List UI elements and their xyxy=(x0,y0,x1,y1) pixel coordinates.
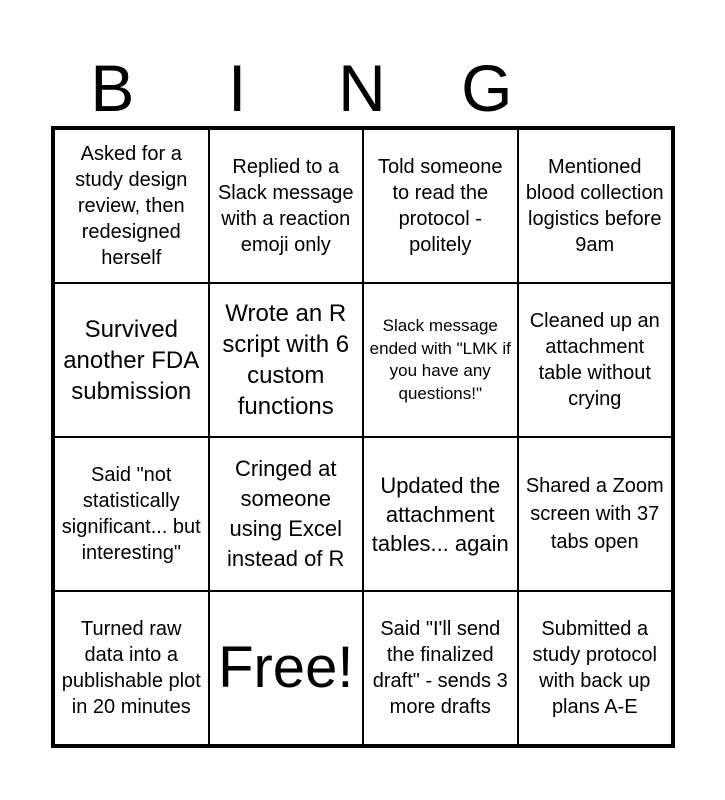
bingo-cell-r2-c4[interactable] xyxy=(518,283,673,437)
header-letter-i: I xyxy=(228,51,247,125)
bingo-cell-text: Survived another FDA submission xyxy=(63,315,200,405)
bingo-cell-text: Asked for a study design review, then redesigned herself xyxy=(75,143,188,269)
bingo-cell-r2-c1[interactable] xyxy=(54,283,209,437)
bingo-cell-r4-c3[interactable] xyxy=(363,591,518,745)
bingo-cell-r1-c1[interactable] xyxy=(54,129,209,283)
bingo-cell-r3-c4[interactable] xyxy=(518,437,673,591)
bingo-cell-r2-c3[interactable] xyxy=(363,283,518,437)
bingo-header xyxy=(50,52,674,124)
bingo-cell-text: Cringed at someone using Excel instead of R xyxy=(227,456,345,571)
bingo-cell-r4-c1[interactable] xyxy=(54,591,209,745)
header-letter-g: G xyxy=(461,51,513,125)
bingo-cell-text: Submitted a study protocol with back up plans A-E xyxy=(532,618,657,718)
bingo-cell-text: Updated the attachment tables... again xyxy=(371,472,509,556)
bingo-cell-text: Cleaned up an attachment table without crying xyxy=(529,310,660,410)
bingo-cell-r1-c2[interactable] xyxy=(209,129,364,283)
bingo-cell-text: Replied to a Slack message with a reaction emoji only xyxy=(217,156,354,256)
bingo-cell-r2-c2[interactable] xyxy=(209,283,364,437)
header-letter-n: N xyxy=(338,51,386,125)
bingo-cell-text: Wrote an R script with 6 custom functions xyxy=(222,300,350,420)
bingo-cell-text: Said "I'll send the finalized draft" - sends 3 more drafts xyxy=(372,618,508,718)
bingo-cell-text: Shared a Zoom screen with 37 tabs open xyxy=(525,475,664,553)
bingo-cell-free-space[interactable] xyxy=(209,591,364,745)
bingo-cell-r3-c3[interactable] xyxy=(363,437,518,591)
bingo-cell-text: Slack message ended with "LMK if you have any questions!" xyxy=(369,316,511,403)
bingo-cell-r4-c4[interactable] xyxy=(518,591,673,745)
header-letter-b: B xyxy=(90,51,135,125)
bingo-cell-text: Said "not statistically significant... but interesting" xyxy=(61,464,201,564)
bingo-cell-r1-c3[interactable] xyxy=(363,129,518,283)
bingo-cell-text: Mentioned blood collection logistics before 9am xyxy=(525,156,664,256)
bingo-board xyxy=(51,126,675,748)
bingo-cell-text: Told someone to read the protocol - politely xyxy=(377,156,503,256)
bingo-cell-text: Turned raw data into a publishable plot in 20 minutes xyxy=(61,618,201,718)
bingo-cell-r1-c4[interactable] xyxy=(518,129,673,283)
free-space-label: Free! xyxy=(218,635,354,700)
bingo-cell-r3-c1[interactable] xyxy=(54,437,209,591)
bingo-cell-r3-c2[interactable] xyxy=(209,437,364,591)
